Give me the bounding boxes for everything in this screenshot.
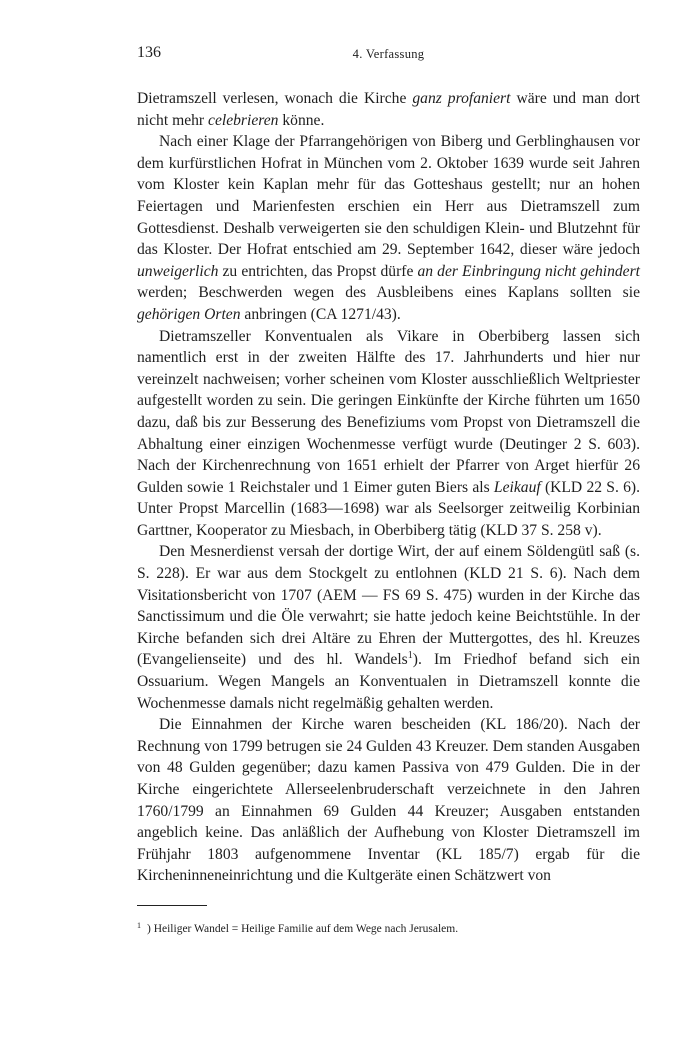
text-run: zu entrichten, das Propst dürfe	[218, 262, 418, 280]
footnote-reference[interactable]: 1	[407, 650, 413, 662]
paragraph	[137, 541, 640, 714]
paragraph	[137, 714, 640, 887]
italic-term: Leikauf	[493, 478, 541, 496]
text-run: Nach einer Klage der Pfarrangehörigen von Biberg und Gerblinghausen vor dem kurfürstlichen Hofrat in München vom 2. Oktober 1639 wurde seit Jahren vom Kloster kein Kaplan mehr für das Gotteshaus gestellt; nur an hohen Feiertagen und Marienfesten erschien ein Herr aus Dietramszell zum Gottesdienst. Deshalb verweigerten sie den schuldigen Klein- und Blutzehnt für das Kloster. Der Hofrat entschied am 29. September 1642, dieser wäre jedoch	[137, 133, 640, 259]
text-run: Dietramszeller Konventualen als Vikare in Oberbiberg lassen sich namentlich erst in der zweiten Hälfte des 17. Jahrhunderts und hier nur vereinzelt nachweisen; vorher scheinen vom Kloster ausschließlich Weltpriester aufgestellt worden zu sein. Die geringen Einkünfte der Kirche führten um 1650 dazu, daß bis zur Besserung des Benefiziums vom Propst von Dietramszell die Abhaltung einer einzigen Wochenmesse verfügt wurde (Deutinger 2 S. 603). Nach der Kirchenrechnung von 1651 erhielt der Pfarrer von Arget hierfür 26 Gulden sowie 1 Reichstaler und 1 Eimer guten Biers als	[137, 327, 640, 496]
footnote-divider	[137, 905, 207, 906]
text-run: könne.	[278, 111, 325, 129]
running-head: 4. Verfassung	[352, 47, 425, 61]
text-run: Den Mesnerdienst versah der dortige Wirt, der auf einem Söldengütl saß (s. S. 228). Er war aus dem Stockgelt zu entlohnen (KLD 21 S. 6). Nach dem Visitationsbericht von 1707 (AEM — FS 69 S. 475) wurden in der Kirche das Sanctissimum und die Öle verwahrt; sie hatte jedoch keine Beichtstühle. In der Kirche befanden sich drei Altäre zu Ehren der Muttergottes, des hl. Kreuzes (Evangelienseite) und des hl. Wandels	[137, 543, 640, 669]
footnote-marker	[137, 918, 147, 937]
italic-term: unweigerlich	[137, 262, 219, 280]
footnote-number: 1	[137, 921, 141, 930]
text-run: (KLD 22 S. 6). Unter Propst Marcellin (1683—1698) war als Seelsorger zeitweilig Korbinian Garttner, Kooperator zu Miesbach, in Oberbiberg tätig (KLD 37 S. 258 v).	[137, 478, 641, 539]
text-run: werden; Beschwerden wegen des Ausbleibens eines Kaplans sollten sie	[137, 284, 640, 302]
text-run: anbringen (CA 1271/43).	[240, 305, 401, 323]
page-number: 136	[137, 44, 161, 61]
text-run: ). Im Friedhof befand sich ein Ossuarium. Wegen Mangels an Konventualen in Dietramszell konnte die Wochenmesse damals nicht regelmäßig gehalten werden.	[137, 651, 640, 712]
italic-term: ganz profaniert	[412, 90, 511, 107]
italic-term: gehörigen Orten	[137, 305, 241, 323]
paragraph	[137, 88, 640, 131]
text-run: Die Einnahmen der Kirche waren bescheiden (KL 186/20). Nach der Rechnung von 1799 betrugen sie 24 Gulden 43 Kreuzer. Dem standen Ausgaben von 48 Gulden gegenüber; dazu kamen Passiva von 479 Gulden. Die in der Kirche eingerichtete Allerseelenbruderschaft verzeichnete in den Jahren 1760/1799 an Einnahmen 69 Gulden 44 Kreuzer; Ausgaben entstanden angeblich keine. Das anläßlich der Aufhebung von Kloster Dietramszell im Frühjahr 1803 aufgenommene Inventar (KL 185/7) ergab für die Kircheninneneinrichtung und die Kultgeräte einen Schätzwert von	[137, 716, 640, 885]
page-header	[137, 44, 640, 68]
body-text	[137, 88, 640, 887]
text-run: wäre und man dort nicht mehr	[137, 90, 641, 129]
footnote-text: ) Heiliger Wandel = Heilige Familie auf dem Wege nach Jerusalem.	[147, 923, 459, 935]
italic-term: an der Einbringung nicht gehindert	[417, 262, 640, 280]
footnote	[137, 918, 640, 937]
italic-term: celebrieren	[208, 111, 279, 129]
paragraph	[137, 326, 640, 542]
paragraph	[137, 131, 640, 325]
text-run: Dietramszell verlesen, wonach die Kirche	[137, 90, 413, 107]
